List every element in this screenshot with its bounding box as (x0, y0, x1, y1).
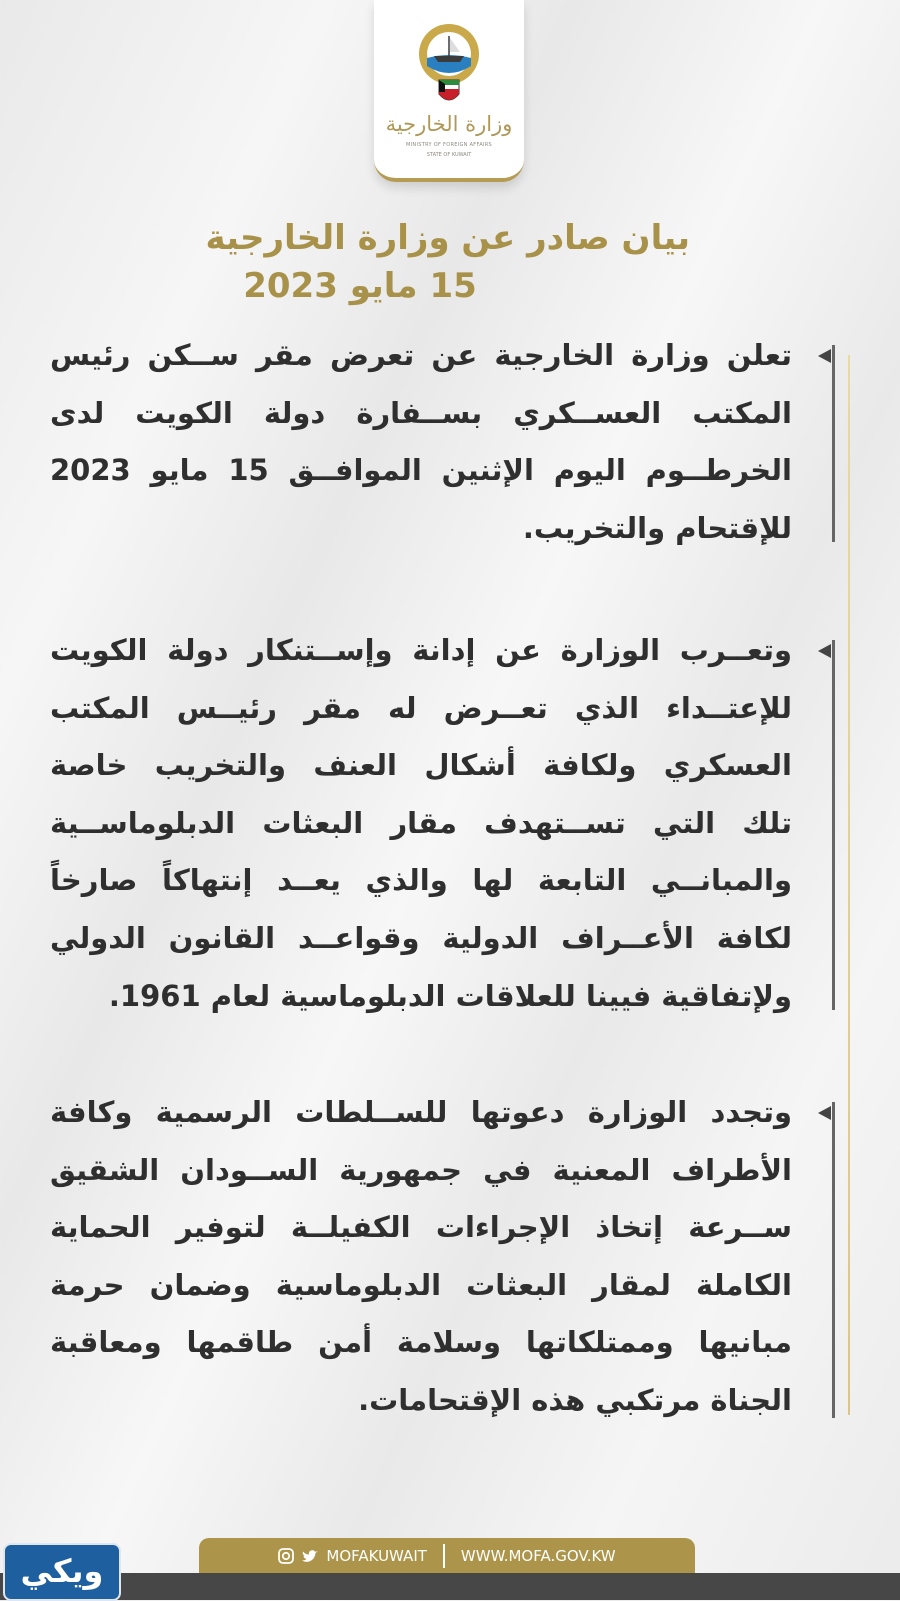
text-line: الأطراف المعنية في جمهورية الســودان الشقيق (50, 1152, 792, 1187)
footer-bar (0, 1573, 900, 1600)
text-line: والمبانــي التابعة لها والذي يعــد إنتهاكاً صارخاً (50, 863, 792, 898)
text-line: الكاملة لمقار البعثات الدبلوماسية وضمان حرمة (50, 1267, 792, 1302)
footer-contact (199, 1538, 695, 1573)
text-line: وتعــرب الوزارة عن إدانة وإســتنكار دولة الكويت (50, 633, 792, 667)
ministry-logo-card (374, 0, 524, 182)
text-line: العسكري ولكافة أشكال العنف والتخريب خاصة (50, 748, 792, 783)
text-line: لكافة الأعــراف الدولية وقواعــد القانون الدولي (50, 920, 792, 955)
instagram-icon[interactable] (278, 1548, 294, 1564)
text-line: الخرطــوم اليوم الإثنين الموافــق 15 مايو 2023 (50, 453, 792, 488)
statement-title: بيان صادر عن وزارة الخارجية (205, 218, 690, 258)
paragraph-1 (50, 327, 792, 557)
website-link[interactable]: WWW.MOFA.GOV.KW (460, 1546, 616, 1565)
text-line: للإقتحام والتخريب. (522, 510, 792, 545)
text-line: المكتب العســكري بســفارة دولة الكويت لدى (50, 395, 792, 430)
bullet-triangle-icon (818, 644, 831, 658)
text-line: مبانيها وممتلكاتها وسلامة أمن طاقمها ومعاقبة (50, 1325, 792, 1360)
paragraph-bar (832, 345, 835, 542)
logo-english-name: MINISTRY OF FOREIGN AFFAIRS (406, 142, 492, 148)
paragraph-2 (50, 622, 792, 1025)
text-line: وتجدد الوزارة دعوتها للســلطات الرسمية وكافة (50, 1095, 792, 1129)
text-line: ولإتفاقية فيينا للعلاقات الدبلوماسية لعام 1961. (108, 978, 792, 1013)
gold-divider (848, 355, 850, 1415)
bullet-triangle-icon (818, 1106, 831, 1120)
text-line: تلك التي تســتهدف مقار البعثات الدبلوماســية (50, 805, 792, 840)
logo-arabic-name: وزارة الخارجية (385, 112, 513, 136)
wiki-watermark-logo: ويكي (3, 1543, 121, 1601)
social-handle[interactable]: MOFAKUWAIT (326, 1546, 427, 1565)
paragraph-bar (832, 1102, 835, 1418)
paragraph-3 (50, 1084, 792, 1430)
text-line: تعلن وزارة الخارجية عن تعرض مقر ســكن رئيس (50, 338, 792, 372)
paragraph-bar (832, 640, 835, 1010)
logo-english-subtitle: STATE OF KUWAIT (426, 152, 472, 158)
bullet-triangle-icon (818, 349, 831, 363)
kuwait-emblem-icon (412, 22, 486, 112)
statement-date: 15 مايو 2023 (243, 266, 477, 306)
text-line: ســرعة إتخاذ الإجراءات الكفيلــة لتوفير الحماية (50, 1210, 792, 1245)
text-line: للإعتــداء الذي تعــرض له مقر رئيــس المكتب (50, 690, 792, 725)
footer-separator (443, 1544, 445, 1568)
twitter-icon[interactable] (302, 1548, 318, 1564)
text-line: الجناة مرتكبي هذه الإقتحامات. (358, 1382, 792, 1417)
